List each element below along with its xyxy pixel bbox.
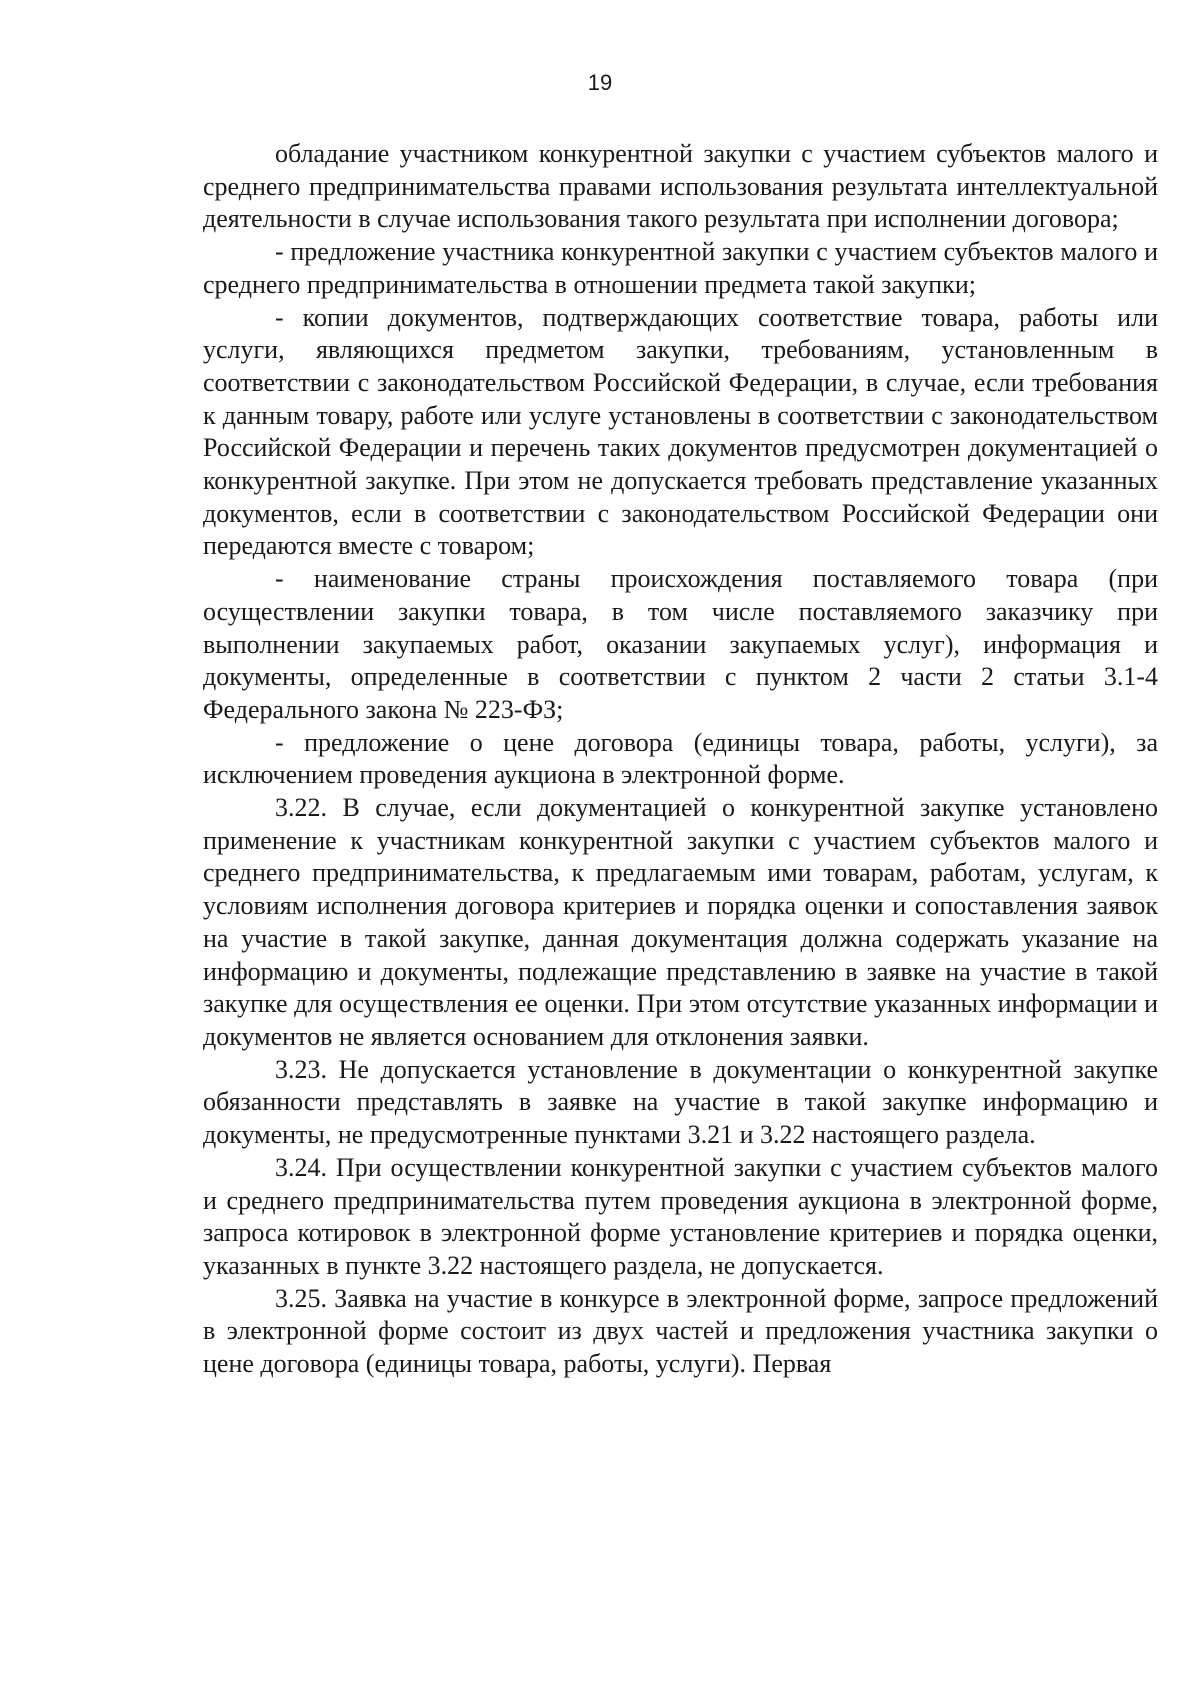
paragraph-bullet-documents: - копии документов, подтверждающих соответствие товара, работы или услуги, являющихся предметом закупки, требованиям, установленным в соответствии с законодательством Российской Федерации, в случае, если требования к данным товару, работе или услуге установлены в соответствии с законодательством Российской Федерации и перечень таких документов предусмотрен документацией о конкурентной закупке. При этом не допускается требовать представление указанных документов, если в соответствии с законодательством Российской Федерации они передаются вместе с товаром; [203, 302, 1158, 561]
paragraph-3-23: 3.23. Не допускается установление в документации о конкурентной закупке обязанности представлять в заявке на участие в такой закупке информацию и документы, не предусмотренные пунктами 3.21 и 3.22 настоящего раздела. [203, 1054, 1158, 1150]
paragraph-3-24: 3.24. При осуществлении конкурентной закупки с участием субъектов малого и среднего предпринимательства путем проведения аукциона в электронной форме, запроса котировок в электронной форме установление критериев и порядка оценки, указанных в пункте 3.22 настоящего раздела, не допускается. [203, 1152, 1158, 1280]
document-body [203, 138, 1158, 1381]
paragraph-bullet-country: - наименование страны происхождения поставляемого товара (при осуществлении закупки товара, в том числе поставляемого заказчику при выполнении закупаемых работ, оказании закупаемых услуг), информация и документы, определенные в соответствии с пунктом 2 части 2 статьи 3.1-4 Федерального закона № 223-ФЗ; [203, 564, 1158, 724]
paragraph-bullet-price: - предложение о цене договора (единицы товара, работы, услуги), за исключением проведения аукциона в электронной форме. [203, 727, 1158, 790]
page-number: 19 [587, 70, 613, 95]
paragraph-3-22: 3.22. В случае, если документацией о конкурентной закупке установлено применение к участникам конкурентной закупки с участием субъектов малого и среднего предпринимательства, к предлагаемым ими товарам, работам, услугам, к условиям исполнения договора критериев и порядка оценки и сопоставления заявок на участие в такой закупке, данная документация должна содержать указание на информацию и документы, подлежащие представлению в заявке на участие в такой закупке для осуществления ее оценки. При этом отсутствие указанных информации и документов не является основанием для отклонения заявки. [203, 793, 1158, 1051]
paragraph-continuation: обладание участником конкурентной закупки с участием субъектов малого и среднего предпринимательства правами использования результата интеллектуальной деятельности в случае использования такого результата при исполнении договора; [203, 139, 1158, 234]
paragraph-3-25: 3.25. Заявка на участие в конкурсе в электронной форме, запросе предложений в электронной форме состоит из двух частей и предложения участника закупки о цене договора (единицы товара, работы, услуги). Первая [203, 1283, 1158, 1379]
paragraph-bullet-offer: - предложение участника конкурентной закупки с участием субъектов малого и среднего предпринимательства в отношении предмета такой закупки; [203, 237, 1158, 299]
